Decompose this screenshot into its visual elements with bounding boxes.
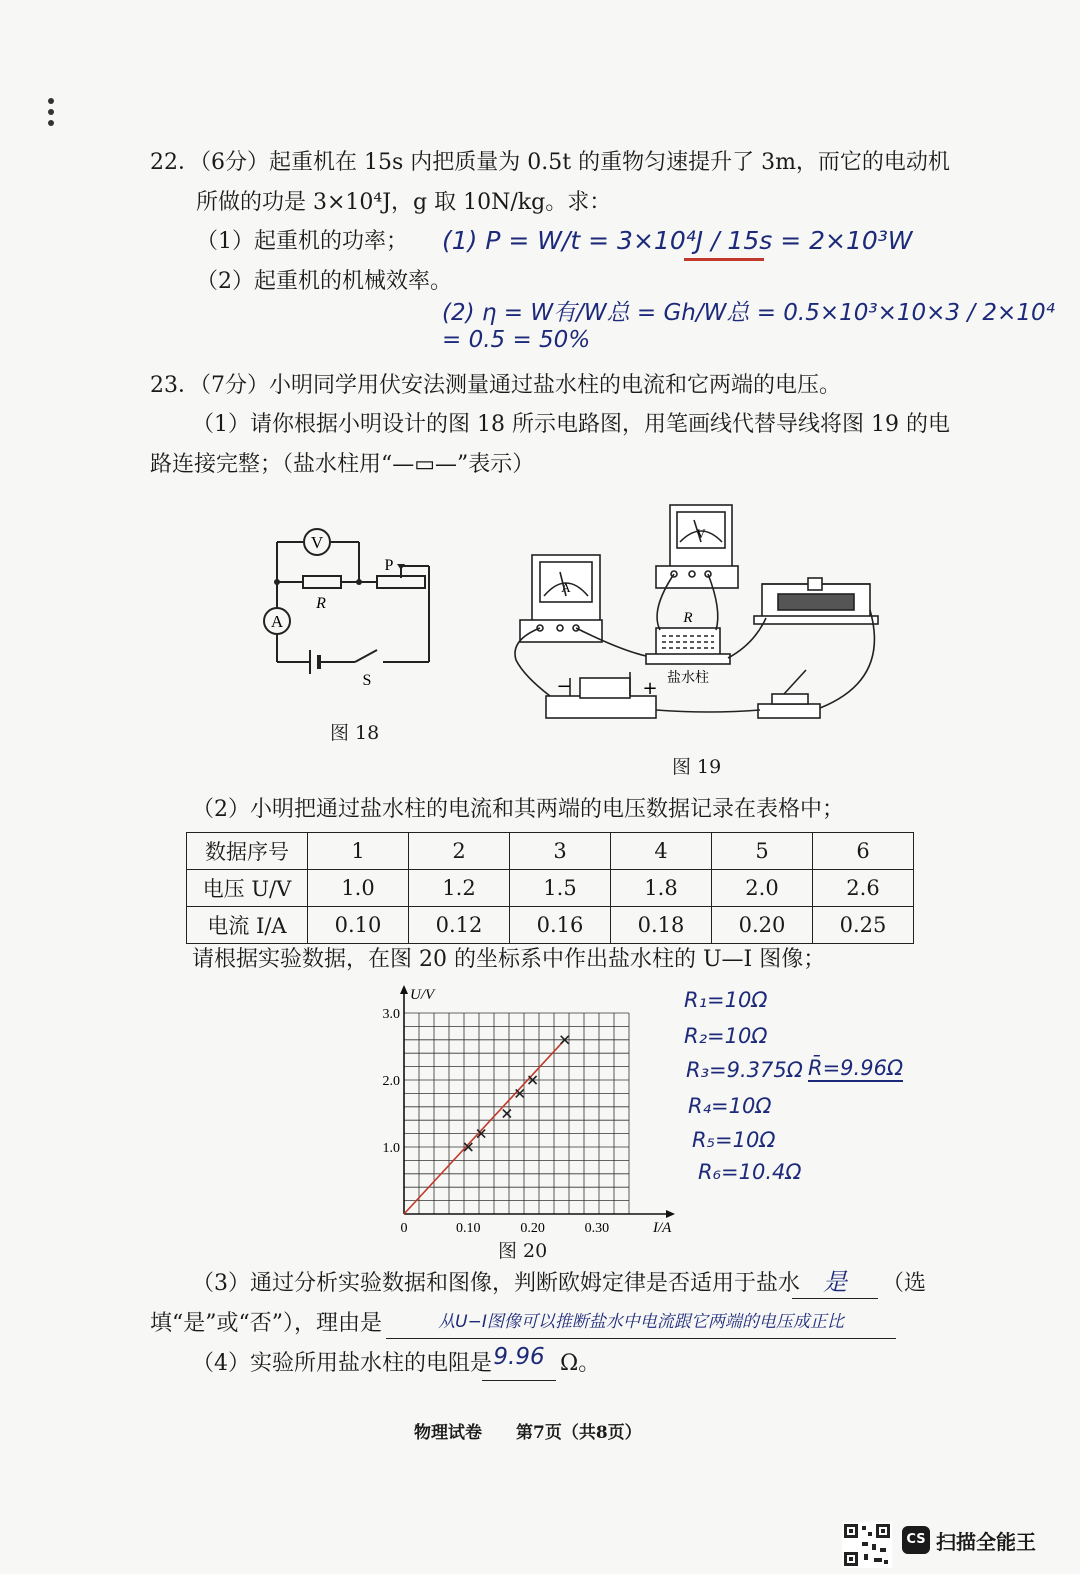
chart-grid [404, 1013, 629, 1214]
note-r2: R₂=10Ω [684, 1024, 768, 1048]
fig19-apparatus [510, 500, 885, 730]
note-r4: R₄=10Ω [688, 1094, 772, 1118]
q23-part1-line1: （1）请你根据小明设计的图 18 所示电路图，用笔画线代替导线将图 19 的电 [192, 412, 950, 437]
fig19-resistor-label: R [683, 610, 693, 626]
table-cell: 3 [510, 833, 611, 870]
table-cell: 4 [611, 833, 712, 870]
x-tick-label: 0.30 [584, 1221, 610, 1236]
fig18-voltmeter-label: V [310, 533, 324, 552]
note-r5: R₅=10Ω [692, 1128, 776, 1152]
table-row-header [187, 833, 914, 870]
q22-stem-line2: 所做的功是 3×10⁴J，g 取 10N/kg。求： [196, 190, 612, 215]
note-r1: R₁=10Ω [684, 988, 768, 1012]
q22-answer2: (2) η = W有/W总 = Gh/W总 = 0.5×10³×10×3 / 2×10⁴ = 0.5 = 50% [442, 300, 1055, 353]
q23-part4-text-a: （4）实验所用盐水柱的电阻是 [192, 1351, 492, 1376]
table-cell: 0.16 [510, 907, 611, 944]
qr-code-icon [842, 1522, 892, 1568]
q23-part1-line2: 路连接完整；（盐水柱用“—▭—”表示） [150, 452, 535, 477]
table-cell: 0.10 [308, 907, 409, 944]
fig19-plus-label: + [642, 678, 658, 699]
q23-stem: 23．（7分）小明同学用伏安法测量通过盐水柱的电流和它两端的电压。 [150, 373, 841, 398]
table-row-current [187, 907, 914, 944]
table-cell: 0.20 [712, 907, 813, 944]
fig18-circuit-diagram [255, 520, 445, 695]
chart-axes [400, 985, 675, 1218]
table-cell: 1.0 [308, 870, 409, 907]
y-tick-label: 2.0 [382, 1074, 400, 1089]
q22-part2: （2）起重机的机械效率。 [196, 269, 452, 294]
fig19-caption: 图 19 [672, 756, 722, 778]
note-r3: R₃=9.375Ω [686, 1058, 803, 1082]
q23-part3-reason-blank: 从U−I图像可以推断盐水中电流跟它两端的电压成正比 [386, 1306, 896, 1339]
table-cell: 2.6 [813, 870, 914, 907]
scanner-logo-icon: CS [902, 1526, 930, 1554]
chart-fit-line [404, 1040, 565, 1214]
fig18-slider-label: P [384, 557, 394, 574]
more-dots-icon [48, 98, 54, 131]
fit-line [404, 1040, 565, 1214]
fig18-ammeter-label: A [270, 612, 284, 631]
fig18-resistor-label: R [316, 595, 326, 612]
fig19-voltmeter-label: V [696, 526, 706, 541]
table-cell: 电流 I/A [187, 907, 308, 944]
q23-part3-text-b: （选 [882, 1271, 927, 1296]
q23-part3-text-c: 填“是”或“否”），理由是 [150, 1311, 382, 1336]
scanner-app-name: 扫描全能王 [936, 1530, 1036, 1554]
table-cell: 电压 U/V [187, 870, 308, 907]
table-cell: 0.18 [611, 907, 712, 944]
x-axis-arrow [666, 1210, 675, 1218]
chart-x-axis-label: I/A [653, 1220, 672, 1236]
table-cell: 6 [813, 833, 914, 870]
table-cell: 1.2 [409, 870, 510, 907]
q23-part4-text-b: Ω。 [560, 1351, 601, 1376]
x-tick-label: 0 [400, 1221, 408, 1236]
y-tick-label: 3.0 [382, 1007, 400, 1022]
fig19-ammeter-label: A [561, 580, 571, 595]
fig19-minus-label: − [556, 676, 572, 697]
note-r-average: R̄=9.96Ω [808, 1056, 903, 1080]
table-cell: 1.8 [611, 870, 712, 907]
chart-tick-labels [383, 1007, 610, 1236]
data-table [186, 832, 914, 944]
table-cell: 数据序号 [187, 833, 308, 870]
q22-answer1: (1) P = W/t = 3×10⁴J / 15s = 2×10³W [442, 226, 913, 255]
fig18-switch-label: S [362, 672, 372, 689]
q22-stem-line1: 22．（6分）起重机在 15s 内把质量为 0.5t 的重物匀速提升了 3m，而它的电动机 [150, 150, 950, 175]
answer-underline [684, 258, 764, 261]
q23-part2-task: 请根据实验数据，在图 20 的坐标系中作出盐水柱的 U—I 图像； [192, 947, 826, 972]
chart-y-axis-label: U/V [410, 987, 435, 1003]
q23-part2-intro: （2）小明把通过盐水柱的电流和其两端的电压数据记录在表格中； [192, 797, 844, 822]
table-cell: 0.25 [813, 907, 914, 944]
fig20-ui-chart [360, 980, 680, 1240]
fig18-caption: 图 18 [330, 722, 380, 744]
page-footer: 物理试卷 第7页（共8页） [414, 1423, 642, 1443]
q23-part4-answer-blank: 9.96 [482, 1344, 556, 1381]
x-tick-label: 0.10 [456, 1221, 481, 1236]
table-cell: 2.0 [712, 870, 813, 907]
q23-part3-text-a: （3）通过分析实验数据和图像，判断欧姆定律是否适用于盐水 [192, 1271, 800, 1296]
table-cell: 0.12 [409, 907, 510, 944]
fig19-salt-label: 盐水柱 [667, 670, 709, 686]
note-r6: R₆=10.4Ω [698, 1160, 802, 1184]
y-axis-arrow [400, 985, 408, 994]
table-cell: 2 [409, 833, 510, 870]
fig20-caption: 图 20 [498, 1240, 548, 1262]
x-tick-label: 0.20 [520, 1221, 545, 1236]
data-point [503, 1110, 511, 1118]
table-cell: 5 [712, 833, 813, 870]
table-cell: 1.5 [510, 870, 611, 907]
y-tick-label: 1.0 [382, 1141, 400, 1156]
q23-part3-answer-blank: 是 [792, 1262, 878, 1299]
q22-part1: （1）起重机的功率； [196, 229, 408, 254]
table-row-voltage [187, 870, 914, 907]
table-cell: 1 [308, 833, 409, 870]
